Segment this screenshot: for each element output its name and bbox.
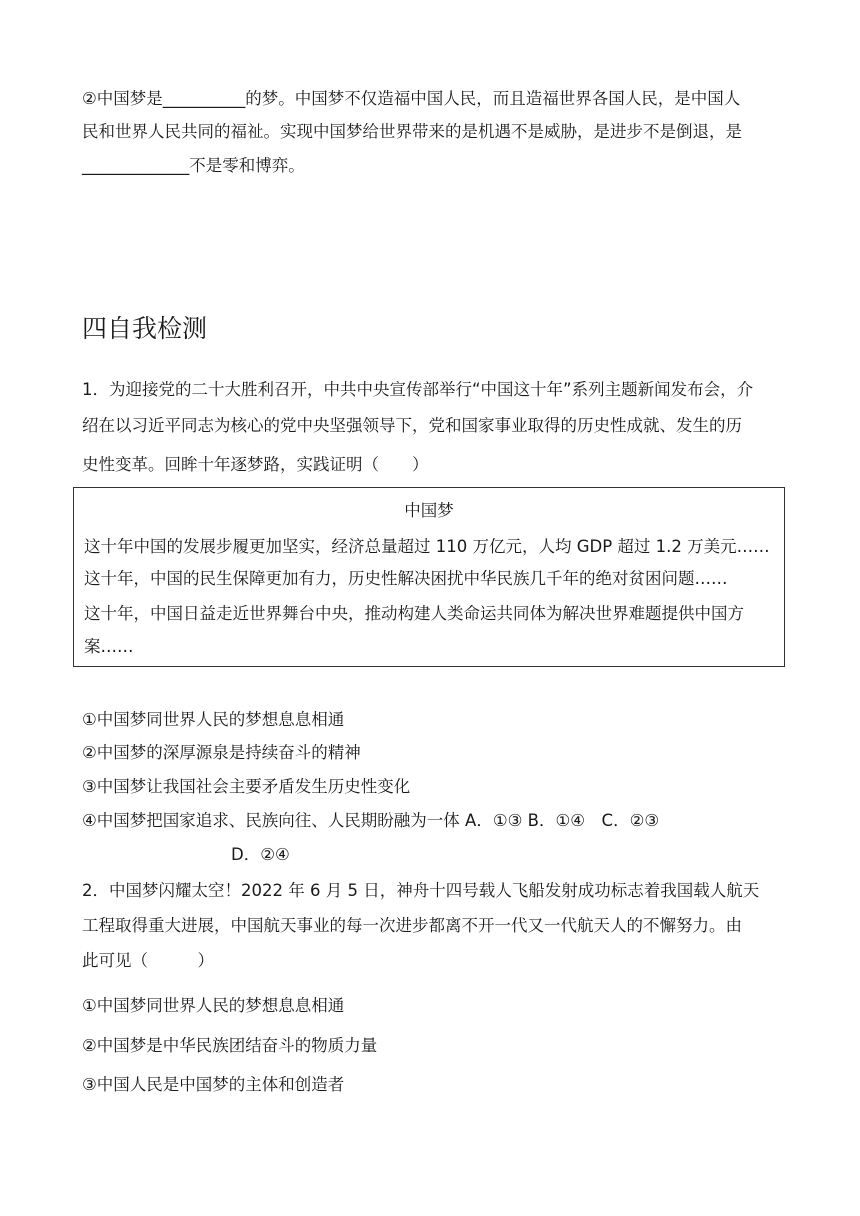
q1-option-4-with-choices: ④中国梦把国家追求、民族向往、人民期盼融为一体 A．①③ B．①④ C．②③ (82, 811, 660, 830)
material-box-line-2: 这十年，中国的民生保障更加有力，历史性解决困扰中华民族几千年的绝对贫困问题…… (84, 569, 728, 588)
q2-option-1: ①中国梦同世界人民的梦想息息相通 (82, 996, 345, 1015)
q1-option-2: ②中国梦的深厚源泉是持续奋斗的精神 (82, 743, 361, 762)
q1-option-1: ①中国梦同世界人民的梦想息息相通 (82, 710, 345, 729)
q2-option-2: ②中国梦是中华民族团结奋斗的物质力量 (82, 1036, 378, 1055)
q1-option-3: ③中国梦让我国社会主要矛盾发生历史性变化 (82, 777, 411, 796)
q2-stem-line-3: 此可见（ ） (82, 951, 214, 970)
intro-line-1: ②中国梦是__________的梦。中国梦不仅造福中国人民，而且造福世界各国人民，是中国人 (82, 89, 741, 108)
material-box-line-3: 这十年，中国日益走近世界舞台中央，推动构建人类命运共同体为解决世界难题提供中国方 (84, 604, 744, 623)
intro-line-2: 民和世界人民共同的福祉。实现中国梦给世界带来的是机遇不是威胁，是进步不是倒退，是 (82, 122, 742, 141)
material-box-line-1: 这十年中国的发展步履更加坚实，经济总量超过 110 万亿元，人均 GDP 超过 1.2 万美元…… (84, 537, 770, 556)
section-title: 四自我检测 (82, 314, 208, 343)
q1-stem-line-3: 史性变革。回眸十年逐梦路，实践证明（ ） (82, 455, 429, 474)
q1-choice-d: D．②④ (231, 845, 290, 864)
material-box-line-4: 案…… (84, 637, 134, 656)
q2-stem-line-1: 2．中国梦闪耀太空！2022 年 6 月 5 日，神舟十四号载人飞船发射成功标志着我国载人航天 (82, 881, 760, 900)
q1-stem-line-1: 1．为迎接党的二十大胜利召开，中共中央宣传部举行“中国这十年”系列主题新闻发布会，介 (82, 380, 754, 399)
q1-stem-line-2: 绍在以习近平同志为核心的党中央坚强领导下，党和国家事业取得的历史性成就、发生的历 (82, 416, 742, 435)
intro-line-3: _____________不是零和博弈。 (82, 156, 305, 175)
q2-option-3: ③中国人民是中国梦的主体和创造者 (82, 1075, 345, 1094)
material-box-title: 中国梦 (404, 501, 454, 520)
material-box (73, 487, 785, 667)
q2-stem-line-2: 工程取得重大进展，中国航天事业的每一次进步都离不开一代又一代航天人的不懈努力。由 (82, 916, 742, 935)
